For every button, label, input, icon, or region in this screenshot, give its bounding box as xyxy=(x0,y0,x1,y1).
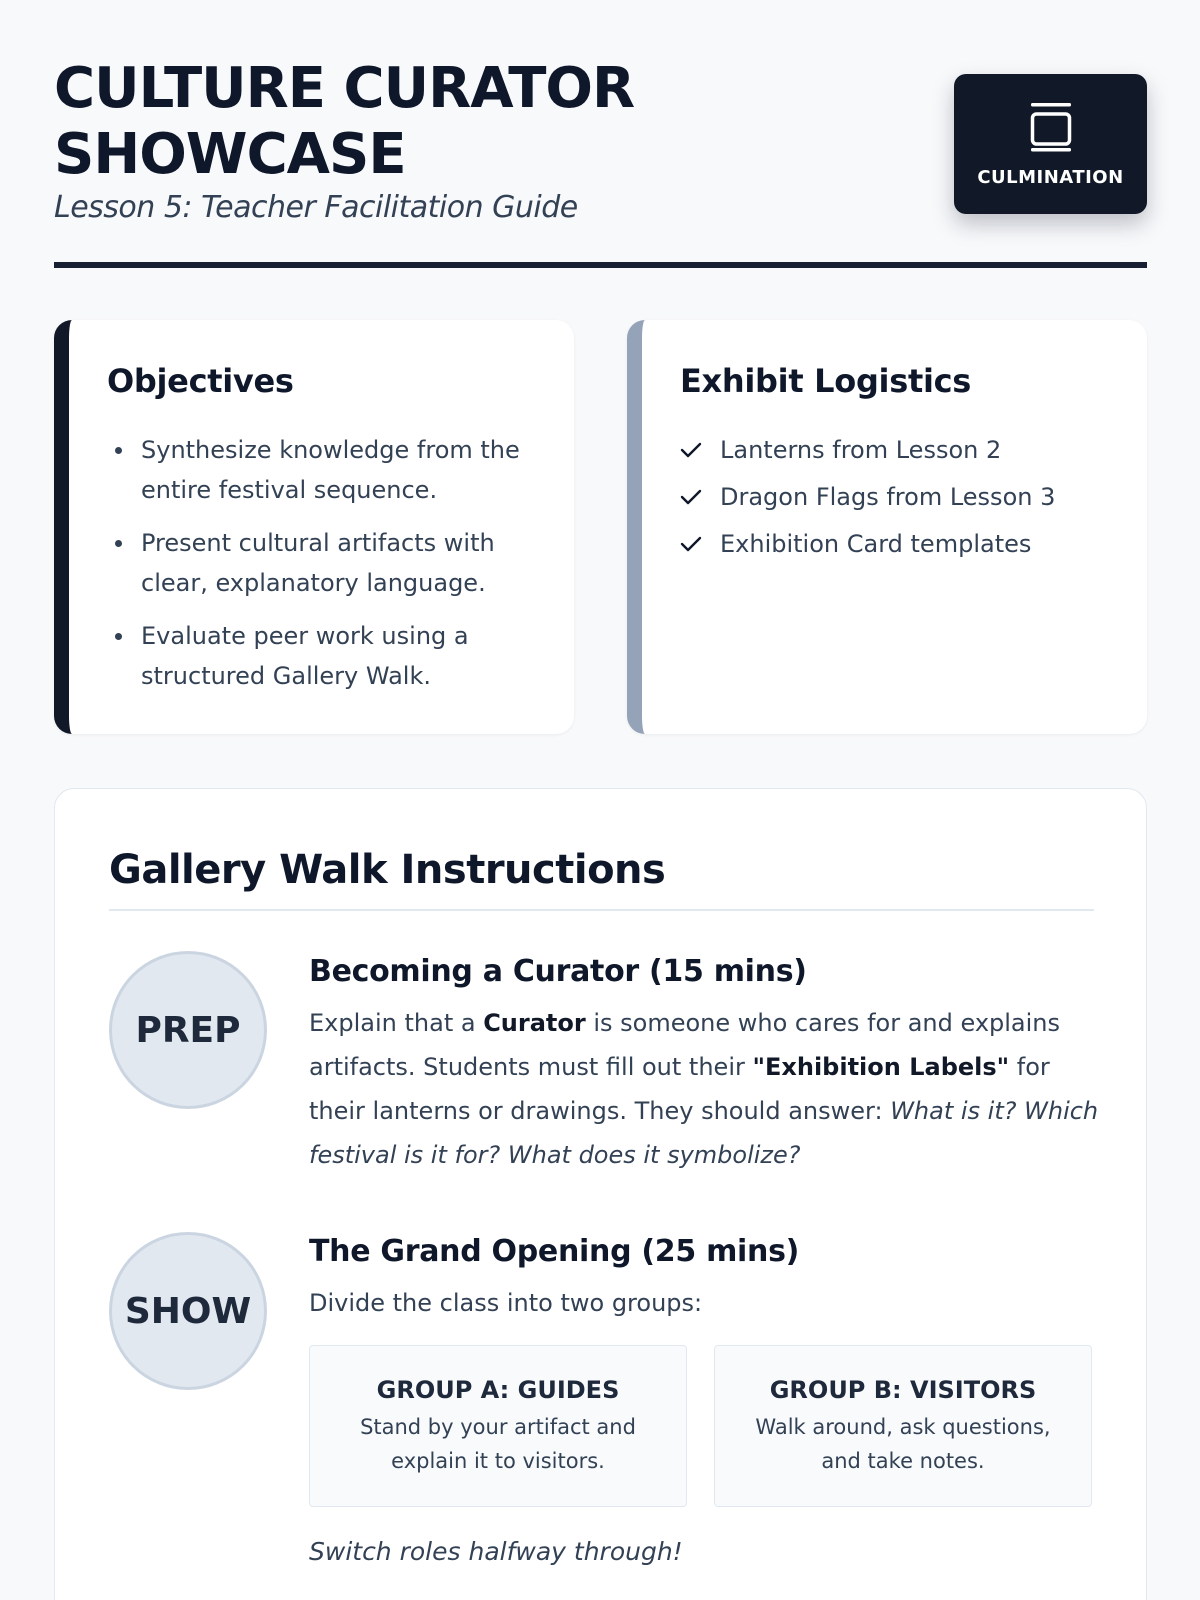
title-line-2: SHOWCASE xyxy=(54,122,406,187)
list-item: Synthesize knowledge from the entire festival sequence. xyxy=(107,430,547,510)
list-item xyxy=(680,430,1140,470)
checkmark-icon xyxy=(680,488,704,506)
prep-step xyxy=(309,954,1099,1177)
logistics-item-label: Exhibition Card templates xyxy=(720,530,1032,558)
group-b-box xyxy=(714,1345,1092,1507)
show-intro: Divide the class into two groups: xyxy=(309,1289,703,1317)
logistics-card xyxy=(627,320,1147,734)
badge-label: CULMINATION xyxy=(977,166,1124,188)
logistics-item-label: Lanterns from Lesson 2 xyxy=(720,436,1002,464)
page-header xyxy=(54,56,1147,268)
show-title: The Grand Opening (25 mins) xyxy=(309,1234,800,1269)
checkmark-icon xyxy=(680,535,704,553)
prep-text: Explain that a xyxy=(309,1009,484,1037)
exhibition-labels-term: "Exhibition Labels" xyxy=(752,1053,1010,1081)
gallery-heading: Gallery Walk Instructions xyxy=(109,847,666,893)
switch-roles-note: Switch roles halfway through! xyxy=(309,1537,683,1566)
prep-text: is someone who cares for and explains artifacts. Students must fill out their xyxy=(309,1009,1061,1081)
objectives-heading: Objectives xyxy=(107,362,294,400)
prep-title: Becoming a Curator (15 mins) xyxy=(309,954,807,989)
prep-text: for their lanterns or drawings. They should answer: xyxy=(309,1053,1050,1125)
list-item xyxy=(680,524,1140,564)
logistics-item-label: Dragon Flags from Lesson 3 xyxy=(720,483,1056,511)
list-item: Evaluate peer work using a structured Gallery Walk. xyxy=(107,616,547,696)
title-line-1: CULTURE CURATOR xyxy=(54,56,635,121)
prep-description xyxy=(309,1001,1099,1177)
group-b-title: GROUP B: VISITORS xyxy=(769,1376,1037,1404)
checkmark-icon xyxy=(680,441,704,459)
list-item xyxy=(680,477,1140,517)
page-title xyxy=(54,56,814,188)
prep-badge: PREP xyxy=(109,951,267,1109)
gallery-walk-card xyxy=(54,788,1147,1600)
group-b-description: Walk around, ask questions, and take notes. xyxy=(755,1415,1051,1473)
list-item: Present cultural artifacts with clear, explanatory language. xyxy=(107,523,547,603)
logistics-list xyxy=(680,430,1140,571)
objectives-card xyxy=(54,320,574,734)
page-subtitle: Lesson 5: Teacher Facilitation Guide xyxy=(54,190,578,225)
divider xyxy=(109,909,1094,911)
layers-icon xyxy=(1027,101,1075,153)
group-a-title: GROUP A: GUIDES xyxy=(376,1376,620,1404)
show-badge: SHOW xyxy=(109,1232,267,1390)
group-a-description: Stand by your artifact and explain it to visitors. xyxy=(360,1415,636,1473)
logistics-heading: Exhibit Logistics xyxy=(680,362,972,400)
curator-term: Curator xyxy=(483,1009,586,1037)
group-boxes xyxy=(309,1345,1099,1507)
objectives-list xyxy=(107,430,547,709)
culmination-badge xyxy=(954,74,1147,214)
group-a-box xyxy=(309,1345,687,1507)
show-step xyxy=(309,1234,1099,1566)
prep-questions: What is it? Which festival is it for? What does it symbolize? xyxy=(309,1097,1099,1169)
